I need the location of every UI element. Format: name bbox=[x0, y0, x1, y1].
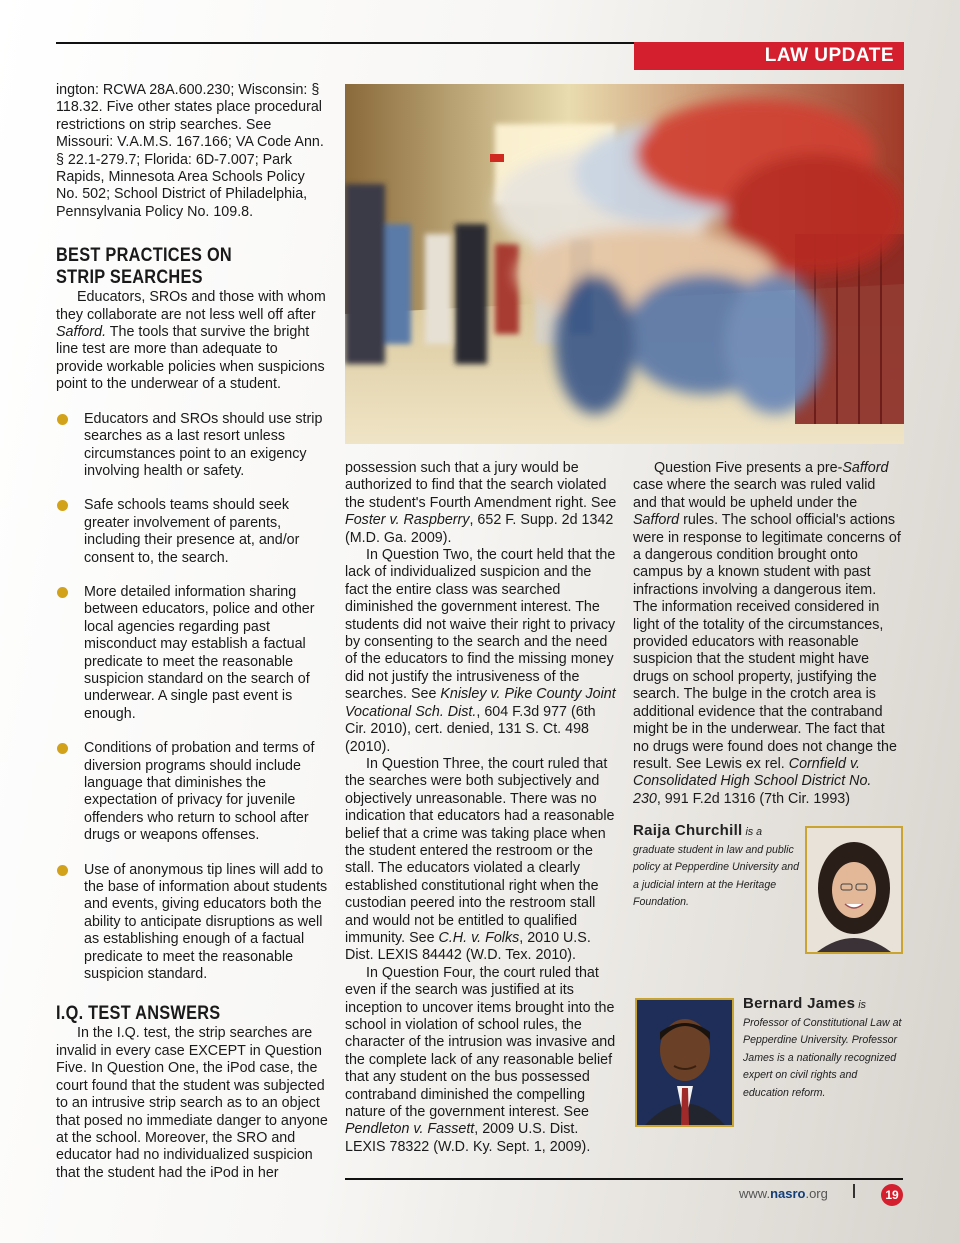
bottom-rule bbox=[345, 1178, 903, 1180]
text-span: case where the search was ruled valid and that would be upheld under the bbox=[633, 477, 876, 511]
text-span: rules. The school official's actions were in response to legitimate concerns of a dangerous condition brought onto campus by a known student with past infractions involving a dangerous item. The information received considered in light of the totality of the circumstances, provided educators with reasonable suspicion that the student might have drugs on school property, justifying the search. The bulge in the crotch area is additional evidence that the contraband might be in the underwear. The fact that no drugs were found does not change the result. See Lewis ex rel. bbox=[633, 512, 901, 772]
text-span: , 652 F. Supp. 2d 1342 (M.D. Ga. 2009). bbox=[345, 512, 614, 546]
case-name: Cornfield v. Consolidated High School District No. 230 bbox=[633, 755, 872, 807]
author-photo-raija bbox=[805, 826, 903, 954]
section-label: LAW UPDATE bbox=[764, 45, 894, 66]
author-photo-bernard bbox=[635, 998, 734, 1127]
author-name: Raija Churchill bbox=[633, 822, 743, 839]
bullet-dot-icon bbox=[57, 500, 68, 511]
case-name: Foster v. Raspberry bbox=[345, 512, 470, 529]
site-prefix: www. bbox=[739, 1186, 771, 1201]
best-text-b: The tools that survive the bright line test are more than adequate to provide workable policies when suspicions point to the underwear of a student. bbox=[56, 324, 325, 393]
list-item bbox=[56, 584, 328, 723]
section-banner bbox=[634, 42, 904, 70]
list-item bbox=[56, 862, 328, 984]
text-span: Question Five presents a pre- bbox=[654, 460, 843, 476]
text-span: In Question Three, the court ruled that the searches were both subjectively and objectively unreasonable. There was no indication that educators had a reasonable belief that a crime was taking place when the student entered the restroom or the stall. The educators violated a clearly established constitutional right when the custodian peered into the restroom stall and would not be entitled to qualified immunity. See bbox=[345, 755, 615, 946]
question-one-continued bbox=[345, 460, 617, 547]
case-name: Knisley v. Pike County Joint Vocational Sch. Dist. bbox=[345, 686, 616, 720]
footer-divider bbox=[853, 1184, 855, 1198]
footer-website[interactable] bbox=[739, 1186, 828, 1201]
author-bio-text: is a graduate student in law and public policy at Pepperdine University and a judicial intern at the Heritage Foundation. bbox=[633, 826, 800, 908]
hallway-photo-illustration bbox=[345, 84, 904, 444]
case-name: Safford bbox=[633, 512, 680, 529]
text-span: , 2009 U.S. Dist. LEXIS 78322 (W.D. Ky. Sept. 1, 2009). bbox=[345, 1121, 591, 1155]
hallway-photo bbox=[345, 84, 904, 444]
page-number: 19 bbox=[885, 1188, 899, 1202]
page-number-badge bbox=[881, 1184, 903, 1206]
list-item bbox=[56, 740, 328, 844]
text-span: In Question Two, the court held that the lack of individualized suspicion and the fact the entire class was searched diminished the government interest. The students did not waive their right to privacy by consenting to the search and the need of the educators to find the missing money did not justify the intrusiveness of the searches. See bbox=[345, 547, 616, 703]
list-item-text: Safe schools teams should seek greater involvement of parents, including their presence at, and/or consent to, the search. bbox=[84, 497, 300, 566]
text-span: possession such that a jury would be authorized to find that the search violated the student's Fourth Amendment right. See bbox=[345, 460, 617, 511]
list-item bbox=[56, 497, 328, 567]
site-brand: nasro bbox=[770, 1186, 806, 1201]
question-four-paragraph bbox=[345, 965, 617, 1156]
case-name-safford: Safford. bbox=[56, 324, 107, 341]
case-name: Pendleton v. Fassett bbox=[345, 1121, 475, 1138]
author-bio-text: is Professor of Constitutional Law at Pepperdine University. Professor James is a nationally recognized expert on civil rights and education reform. bbox=[743, 999, 902, 1099]
author-bio-raija bbox=[633, 822, 801, 912]
bullet-dot-icon bbox=[57, 414, 68, 425]
list-item bbox=[56, 411, 328, 481]
best-practices-list bbox=[56, 411, 328, 984]
list-item-text: Educators and SROs should use strip searches as a last resort unless circumstances point to an exigency involving health or safety. bbox=[84, 410, 323, 479]
text-span: , 991 F.2d 1316 (7th Cir. 1993) bbox=[656, 790, 850, 807]
top-rule bbox=[56, 42, 636, 44]
question-two-paragraph bbox=[345, 547, 617, 756]
avatar bbox=[637, 1000, 732, 1125]
question-three-paragraph bbox=[345, 756, 617, 965]
heading-best-practices-line2: STRIP SEARCHES bbox=[56, 267, 203, 289]
case-name: Safford bbox=[842, 460, 889, 476]
text-span: , 2010 U.S. Dist. LEXIS 84442 (W.D. Tex. 2010). bbox=[345, 929, 591, 964]
bullet-dot-icon bbox=[57, 865, 68, 876]
heading-best-practices-line1: BEST PRACTICES ON bbox=[56, 245, 232, 267]
question-five-paragraph bbox=[633, 460, 903, 808]
author-bio-bernard bbox=[743, 995, 905, 1102]
avatar bbox=[807, 828, 901, 952]
left-column bbox=[56, 82, 328, 1182]
case-name: C.H. v. Folks bbox=[438, 929, 520, 946]
right-column bbox=[633, 460, 903, 808]
bullet-dot-icon bbox=[57, 743, 68, 754]
bullet-dot-icon bbox=[57, 587, 68, 598]
intro-paragraph: ington: RCWA 28A.600.230; Wisconsin: § 118.32. Five other states place procedural restrictions on strip searches. See Missouri: V.A.M.S. 167.166; VA Code Ann. § 22.1-279.7; Florida: 6D-7.007; Park Rapids, Minnesota Area Schools Policy No. 502; School District of Philadelphia, Pennsylvania Policy No. 109.8. bbox=[56, 82, 324, 220]
text-span: , 604 F.3d 977 (6th Cir. 2010), cert. denied, 131 S. Ct. 498 (2010). bbox=[345, 703, 596, 755]
heading-iq-test-answers: I.Q. TEST ANSWERS bbox=[56, 1003, 221, 1025]
best-practices-paragraph bbox=[56, 289, 328, 393]
list-item-text: Conditions of probation and terms of diversion programs should include language that diminishes the expectation of privacy for juvenile offenders who return to school after drugs or weapons offenses. bbox=[84, 740, 315, 844]
iq-answers-paragraph: In the I.Q. test, the strip searches are invalid in every case EXCEPT in Question Five. In Question One, the iPod case, the court found that the student was subjected to an intrusive strip search as to an object that posed no immediate danger to anyone at the school. Moreover, the SRO and educator had no individualized suspicion that the student had the iPod in her bbox=[56, 1025, 328, 1181]
list-item-text: Use of anonymous tip lines will add to the base of information about students and events, giving educators both the ability to anticipate disruptions as well as establishing enough of a factual predicate to meet the reasonable suspicion standard. bbox=[84, 861, 328, 983]
site-suffix: .org bbox=[805, 1186, 828, 1201]
list-item-text: More detailed information sharing between educators, police and other local agencies regarding past misconduct may establish a factual predicate to meet the reasonable suspicion standard on the search of underwear. A single past event is enough. bbox=[84, 583, 315, 722]
middle-column bbox=[345, 460, 617, 1156]
best-text-a: Educators, SROs and those with whom they collaborate are not less well off after bbox=[56, 289, 326, 323]
author-name: Bernard James bbox=[743, 995, 856, 1012]
text-span: In Question Four, the court ruled that even if the search was justified at its inception to uncover items brought into the school in violation of school rules, the character of the intrusion was invasive and the complete lack of any reasonable belief that any student on the bus possessed contraband diminished the compelling nature of the government interest. See bbox=[345, 964, 616, 1121]
